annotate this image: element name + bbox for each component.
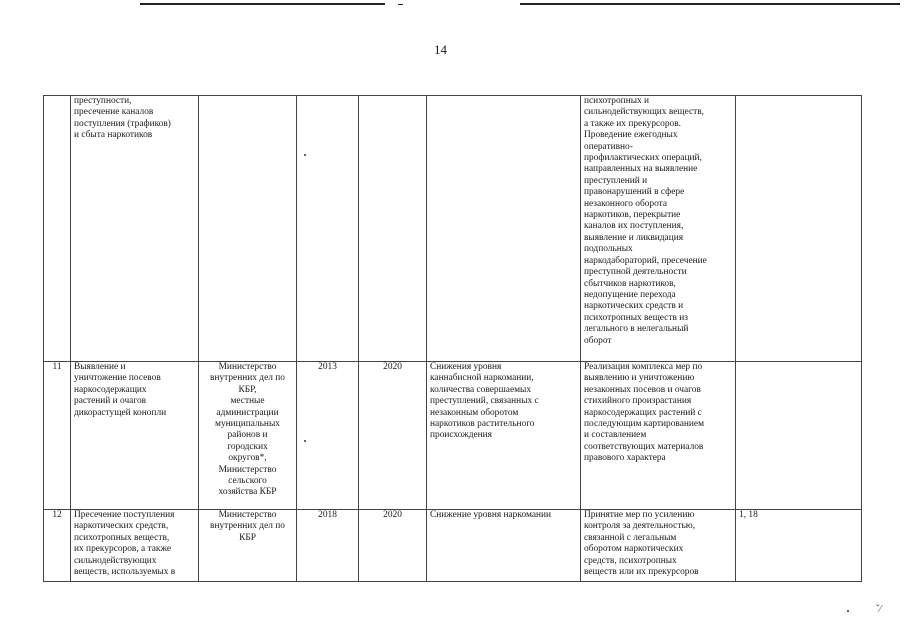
year-end-cell: 2020	[359, 510, 427, 582]
result-cell	[427, 96, 581, 362]
scan-speck	[304, 154, 306, 156]
year-start-cell: 2013	[297, 362, 359, 510]
year-start-cell	[297, 96, 359, 362]
measures-cell: Реализация комплекса мер по выявлению и уничтожению незаконных посевов и очагов стихийного произрастания наркосодержащих растений с последующим картированием и составлением соответствующих материалов правового характера	[581, 362, 736, 510]
measures-cell: психотропных и сильнодействующих веществ, а также их прекурсоров. Проведение ежегодных оперативно- профилактических операций, направленных на выявление преступлений и правонарушений в сфере незаконного оборота наркотиков, перекрытие каналов их поступления, выявление и ликвидация подпольных наркодабораторий, пресечение преступной деятельности сбытчиков наркотиков, недопущение перехода наркотических средств и психотропных веществ из легального в нелегальный оборот	[581, 96, 736, 362]
scan-speck	[847, 610, 849, 612]
footer-mark: ˇ⁄	[876, 604, 881, 615]
result-cell: Снижения уровня каннабисной наркомании, количества совершаемых преступлений, связанных с незаконным оборотом наркотиков растительного происхождения	[427, 362, 581, 510]
task-cell: Выявление и уничтожение посевов наркосодержащих растений и очагов дикорастущей конопли	[71, 362, 199, 510]
row-number	[44, 96, 71, 362]
page-number: 14	[434, 42, 447, 57]
result-cell: Снижение уровня наркомании	[427, 510, 581, 582]
task-cell: преступности, пресечение каналов поступления (трафиков) и сбыта наркотиков	[71, 96, 199, 362]
indicators-cell	[736, 96, 862, 362]
year-start-cell: 2018	[297, 510, 359, 582]
executor-cell: Министерство внутренних дел по КБР, местные администрации муниципальных районов и городских округов*, Министерство сельского хозяйства КБР	[199, 362, 297, 510]
year-end-cell	[359, 96, 427, 362]
measures-table	[43, 95, 862, 582]
indicators-cell: 1, 18	[736, 510, 862, 582]
header-rule-dash	[398, 4, 403, 5]
scan-speck	[304, 440, 306, 442]
header-rule-left	[140, 3, 385, 5]
header-rule-right	[520, 3, 900, 5]
task-cell: Пресечение поступления наркотических средств, психотропных веществ, их прекурсоров, а также сильнодействующих веществ, используемых в	[71, 510, 199, 582]
executor-cell	[199, 96, 297, 362]
measures-cell: Принятие мер по усилению контроля за деятельностью, связанной с легальным оборотом наркотических средств, психотропных веществ или их прекурсоров	[581, 510, 736, 582]
table-row	[44, 362, 862, 510]
row-number: 11	[44, 362, 71, 510]
row-number: 12	[44, 510, 71, 582]
year-end-cell: 2020	[359, 362, 427, 510]
indicators-cell	[736, 362, 862, 510]
table-row	[44, 96, 862, 362]
executor-cell: Министерство внутренних дел по КБР	[199, 510, 297, 582]
table-row	[44, 510, 862, 582]
